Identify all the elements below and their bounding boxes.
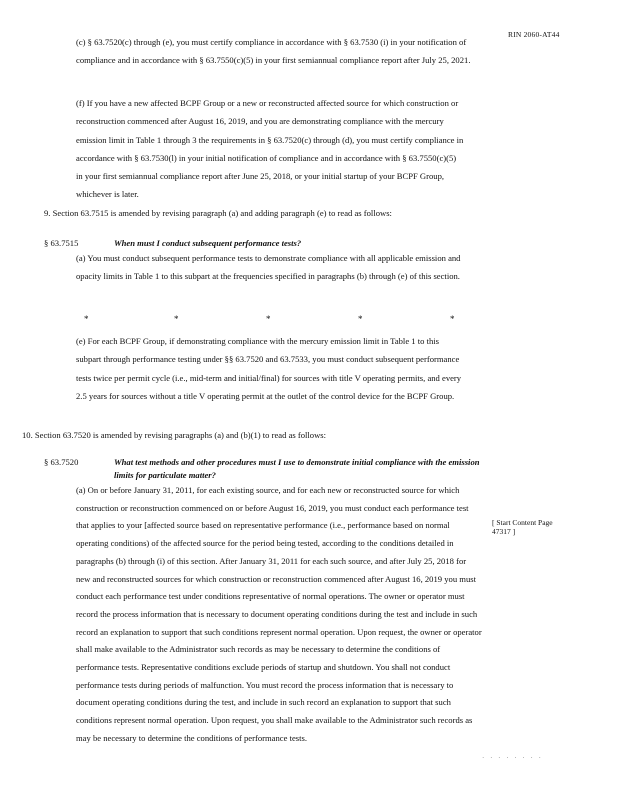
paragraph-c-continued: (c) § 63.7520(c) through (e), you must certify compliance in accordance with § 63.7530 (i) in your notification of compliance and in accordance with § 63.7550(c)(5) in your first semiannual compliance report after July 25, 2021. bbox=[76, 37, 471, 66]
star: * bbox=[450, 314, 455, 324]
star: * bbox=[174, 314, 179, 324]
footer-mark: · · · · · · · · bbox=[482, 754, 543, 762]
amendatory-instruction-9: 9. Section 63.7515 is amended by revising paragraph (a) and adding paragraph (e) to read as follows: bbox=[44, 208, 392, 218]
star: * bbox=[84, 314, 89, 324]
page-id: RIN 2060-AT44 bbox=[508, 30, 560, 39]
section-number-63-7515: § 63.7515 bbox=[44, 238, 79, 248]
paragraph-7520-a: (a) On or before January 31, 2011, for each existing source, and for each new or reconstructed source for which construction or reconstruction commenced on or before August 16, 2019, you must conduct each performance test that applies to your [affected source based on representative performance (i.e., performance based on normal operating conditions) of the affected source for the period being tested, according to the conditions detailed in paragraphs (b) through (i) of this section. After January 31, 2011 for each such source, and after July 25, 2018 for new and reconstructed sources for which construction or reconstruction commenced after August 16, 2019 you must conduct each performance test under conditions representative of normal operations. The owner or operator must record the process information that is necessary to document operating conditions during the test and include in such record an explanation to support that such conditions represent normal operation. Upon request, the owner or operator shall make available to the Administrator such records as may be necessary to determine the conditions of performance tests. Representative conditions exclude periods of startup and shutdown. You shall not conduct performance tests during periods of malfunction. You must record the process information that is necessary to document operating conditions during the test, and include in such record an explanation to support that such conditions represent normal operation. Upon request, you shall make available to the Administrator such records as may be necessary to determine the conditions of performance tests. bbox=[76, 485, 482, 743]
star: * bbox=[266, 314, 271, 324]
amendatory-instruction-10: 10. Section 63.7520 is amended by revising paragraphs (a) and (b)(1) to read as follows: bbox=[22, 430, 327, 440]
section-title-63-7515: When must I conduct subsequent performance tests? bbox=[114, 238, 302, 248]
star: * bbox=[358, 314, 363, 324]
page-break-note: [ Start Content Page 47317 ] bbox=[492, 518, 553, 536]
paragraph-7515-e: (e) For each BCPF Group, if demonstrating compliance with the mercury emission limit in Table 1 to this subpart through performance testing under §§ 63.7520 and 63.7533, you must conduct subsequent performance tests twice per permit cycle (i.e., mid-term and initial/final) for sources with title V operating permits, and every 2.5 years for sources without a title V operating permit at the outlet of the control device for the BCPF Group. bbox=[76, 336, 462, 401]
paragraph-f: (f) If you have a new affected BCPF Group or a new or reconstructed affected source for which construction or reconstruction commenced after August 16, 2019, and you are demonstrating compliance with the mercury emission limit in Table 1 through 3 the requirements in § 63.7520(c) through (d), you must certify compliance in accordance with § 63.7530(l) in your initial notification of compliance and in accordance with § 63.7550(c)(5) in your first semiannual compliance report after June 25, 2018, or your initial startup of your BCPF Group, whichever is later. bbox=[76, 98, 464, 200]
section-number-63-7520: § 63.7520 bbox=[44, 457, 79, 467]
paragraph-7515-a: (a) You must conduct subsequent performance tests to demonstrate compliance with all applicable emission and opacity limits in Table 1 to this subpart at the frequencies specified in paragraphs (b) through (e) of this section. bbox=[76, 253, 461, 282]
section-title-63-7520: What test methods and other procedures must I use to demonstrate initial compliance with the emission limits for particulate matter? bbox=[114, 457, 480, 480]
